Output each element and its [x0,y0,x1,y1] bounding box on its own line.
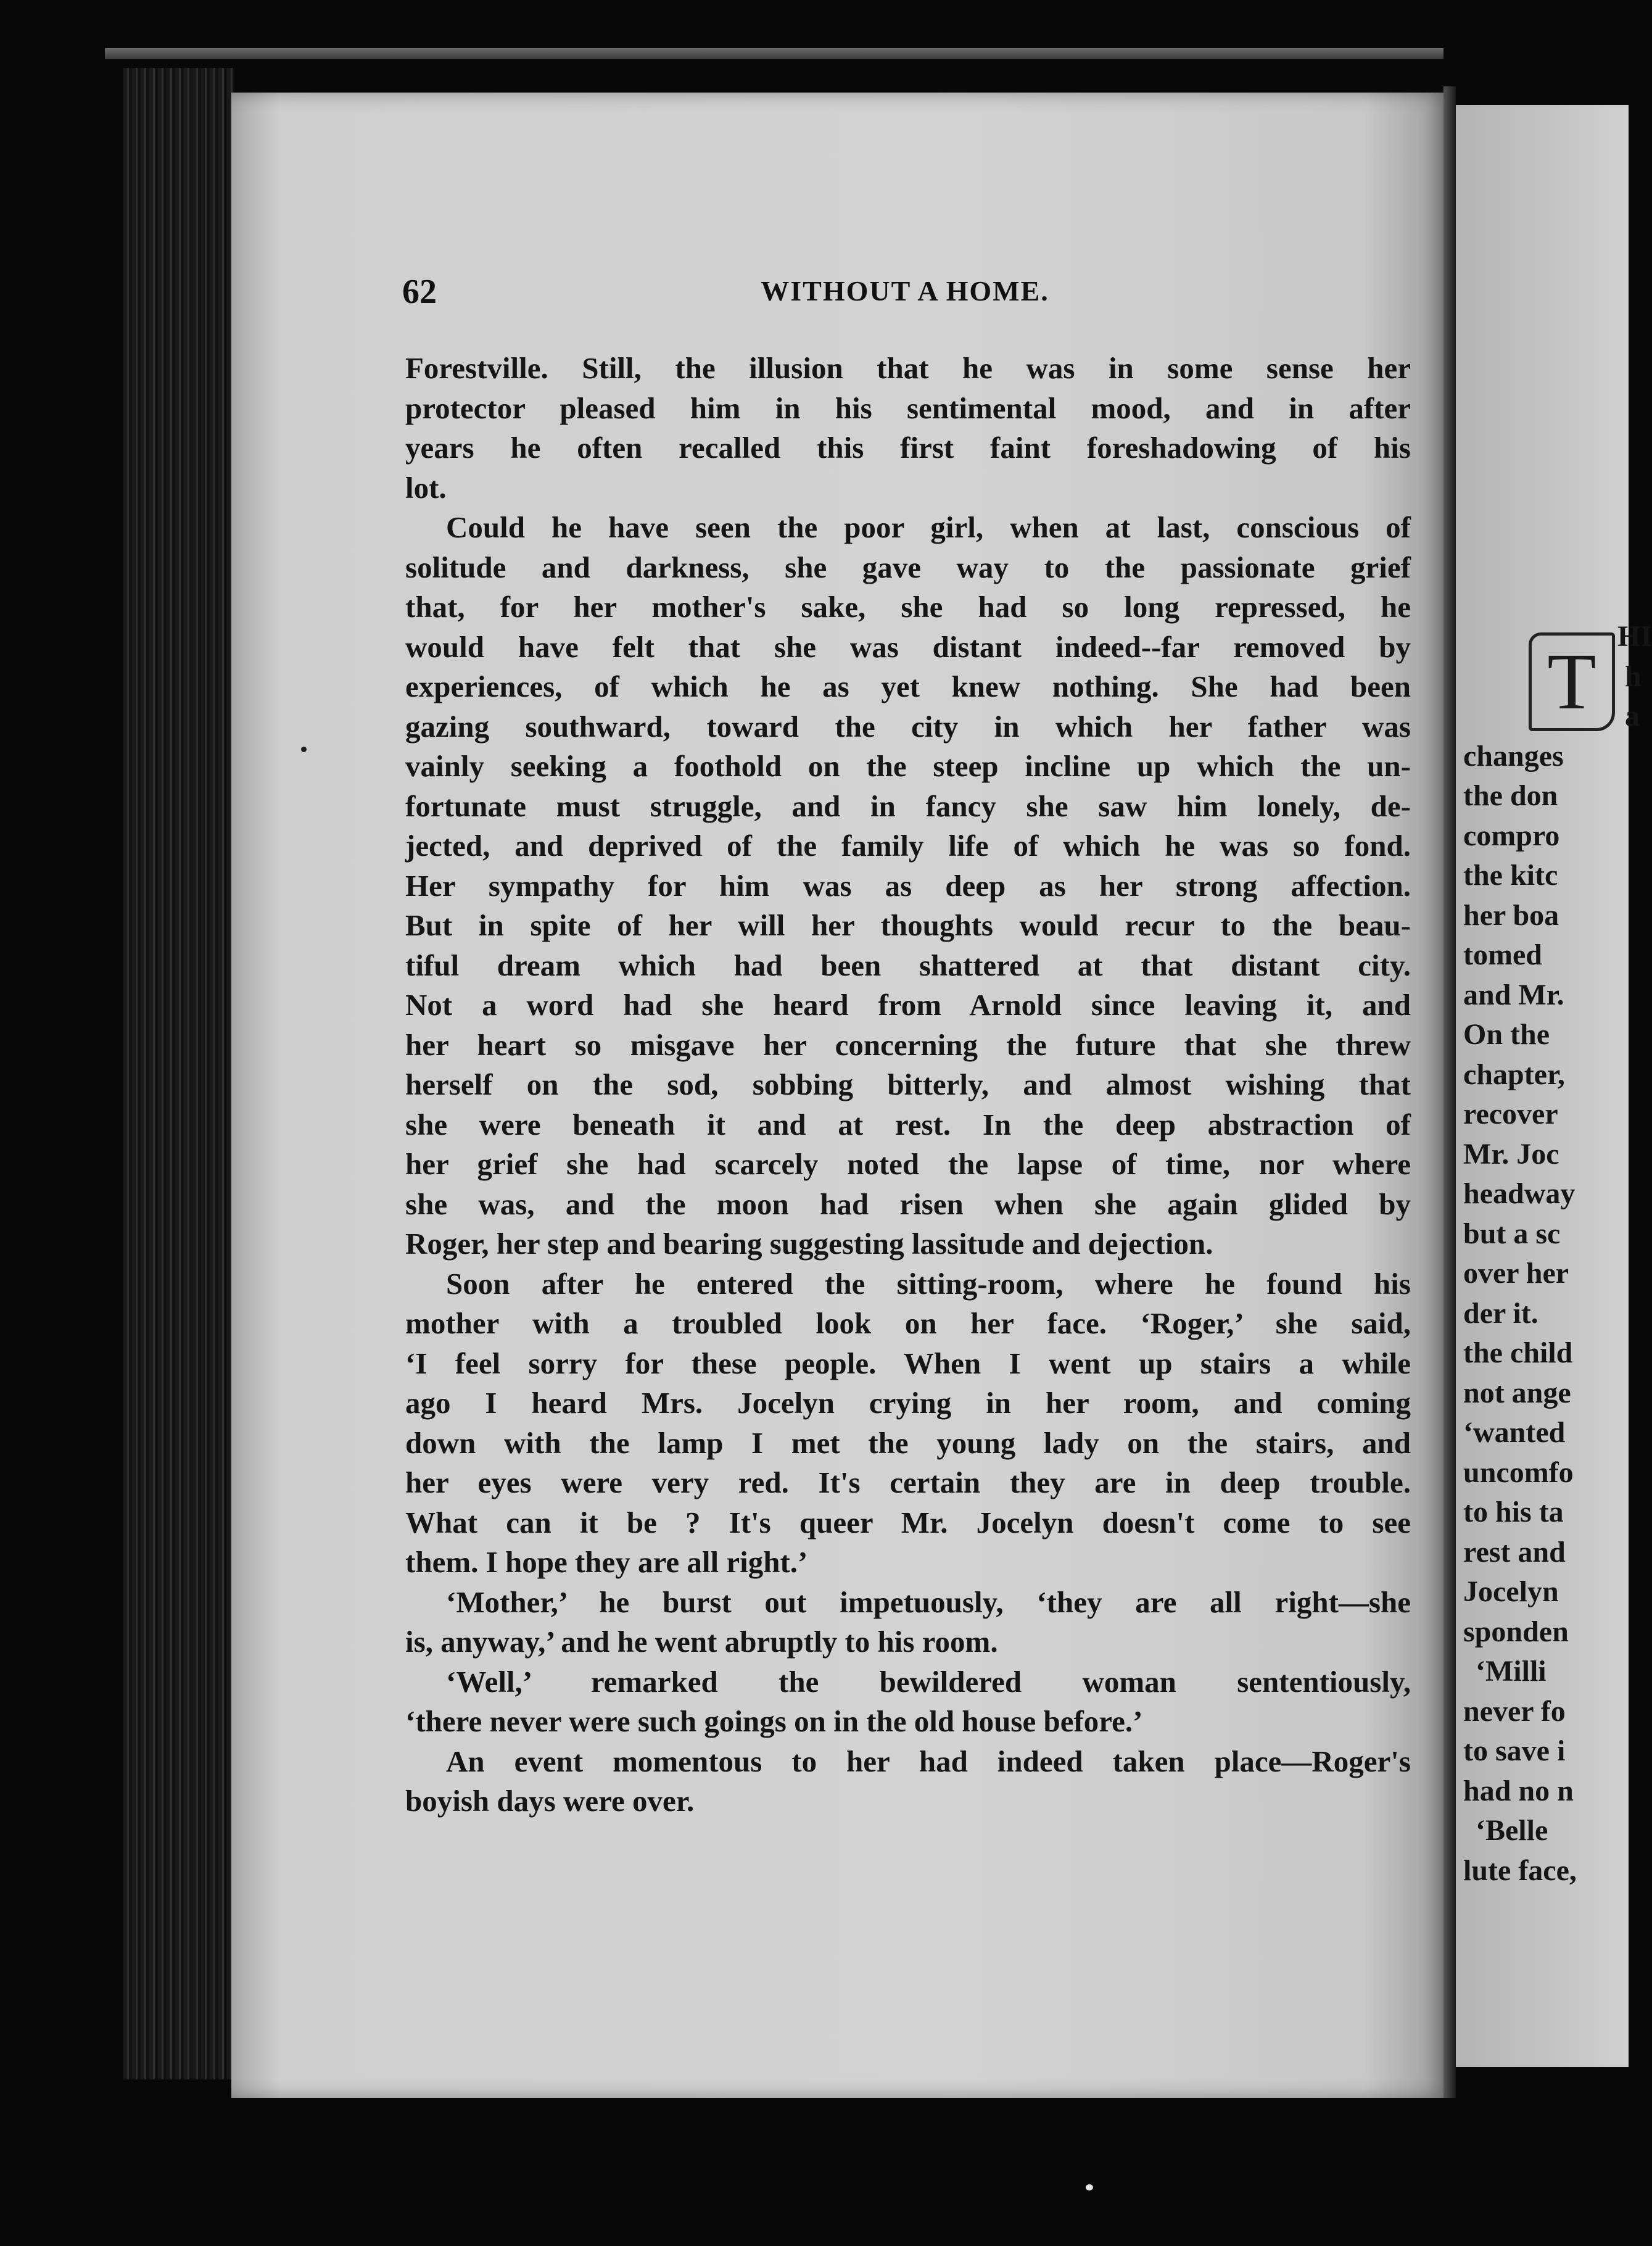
text-line: der it. [1463,1296,1538,1330]
text-line: solitude and darkness, she gave way to the passionate grief [405,550,1411,584]
text-line: ‘Milli [1476,1655,1547,1688]
text-line: Soon after he entered the sitting-room, where he found his [446,1266,1411,1301]
text-line: jected, and deprived of the family life of which he was so fond. [405,829,1411,863]
text-line: recover [1463,1098,1558,1130]
text-line: ‘there never were such goings on in the old house before.’ [405,1704,1143,1738]
text-line: ‘Belle [1476,1814,1548,1847]
book-gutter [1443,86,1456,2098]
text-line: uncomfo [1463,1456,1574,1489]
text-line: headway [1463,1177,1576,1210]
text-line: What can it be ? It's queer Mr. Jocelyn doesn't come to see [405,1505,1411,1539]
text-line: gazing southward, toward the city in which her father was [405,709,1411,744]
text-line: changes [1463,739,1564,773]
running-title: WITHOUT A HOME. [761,275,1049,307]
text-line: ‘Mother,’ he burst out impetuously, ‘they are all right—she [446,1585,1411,1619]
drop-cap-initial: T [1529,632,1615,731]
book-page-edges [123,68,234,2079]
text-line: would have felt that she was distant indeed--far removed by [405,629,1411,664]
text-line: fortunate must struggle, and in fancy she saw him lonely, de- [405,789,1411,823]
text-line: but a sc [1463,1217,1561,1250]
text-line: rest and [1463,1535,1566,1568]
text-line: ‘wanted [1463,1416,1566,1449]
text-line: to save i [1463,1734,1566,1767]
text-line: the child [1463,1336,1573,1369]
text-line: Mr. Joc [1463,1137,1559,1171]
text-line: years he often recalled this first faint foreshadowing of his [405,431,1411,465]
text-line: herself on the sod, sobbing bitterly, and almost wishing that [405,1067,1411,1101]
facing-page-text [1463,617,1652,1891]
text-line: over her [1463,1257,1569,1290]
text-line: down with the lamp I met the young lady on the stairs, and [405,1425,1411,1460]
text-line: Roger, her step and bearing suggesting lassitude and dejection. [405,1227,1213,1261]
text-line: a [1625,700,1640,732]
text-line: chapter, [1463,1058,1565,1091]
text-line: she was, and the moon had risen when she again glided by [405,1187,1411,1221]
text-line: the don [1463,779,1558,812]
text-line: her boa [1463,898,1559,932]
text-line: mother with a troubled look on her face. ‘Roger,’ she said, [405,1306,1411,1340]
paper-speck [301,747,307,752]
text-line: On the [1463,1018,1550,1051]
text-line: ‘Well,’ remarked the bewildered woman sententiously, [446,1664,1411,1699]
text-line: her eyes were very red. It's certain they are in deep trouble. [405,1465,1411,1499]
text-line: the kitc [1463,859,1558,892]
text-line: Forestville. Still, the illusion that he was in some sense her [405,351,1411,385]
text-line: An event momentous to her had indeed taken place—Roger's [446,1744,1411,1778]
text-line: them. I hope they are all right.’ [405,1545,808,1579]
text-line: never fo [1463,1694,1566,1728]
text-line: sponden [1463,1615,1569,1648]
text-line: protector pleased him in his sentimental mood, and in after [405,391,1411,425]
text-line: her heart so misgave her concerning the future that she threw [405,1027,1411,1062]
text-line: to his ta [1463,1496,1564,1528]
body-text [405,349,1411,1821]
text-line: her grief she had scarcely noted the lapse of time, nor where [405,1147,1411,1181]
text-line: Not a word had she heard from Arnold since leaving it, and [405,988,1411,1022]
text-line: vainly seeking a foothold on the steep incline up which the un- [405,749,1411,783]
text-line: Jocelyn [1463,1575,1559,1608]
text-line: is, anyway,’ and he went abruptly to his room. [405,1625,998,1659]
page-header [402,268,1408,318]
text-line: lute face, [1463,1854,1577,1887]
text-line: had no n [1463,1774,1574,1807]
text-line: not ange [1463,1376,1571,1409]
text-line: HI [1617,620,1652,653]
scan-border [105,48,1443,59]
text-line: she were beneath it and at rest. In the deep abstraction of [405,1107,1411,1142]
text-line: that, for her mother's sake, she had so long repressed, he [405,590,1411,624]
text-line: But in spite of her will her thoughts would recur to the beau- [405,908,1411,942]
text-line: ‘I feel sorry for these people. When I went up stairs a while [405,1346,1411,1380]
text-line: and Mr. [1463,978,1564,1011]
page-number: 62 [402,273,437,311]
text-line: Could he have seen the poor girl, when at last, conscious of [446,510,1411,544]
text-line: Her sympathy for him was as deep as her strong affection. [405,868,1411,903]
text-line: lot. [405,470,447,505]
text-line: experiences, of which he as yet knew nothing. She had been [405,669,1411,703]
text-line: boyish days were over. [405,1784,695,1818]
text-line: h [1625,660,1642,693]
paper-speck [1086,2184,1093,2190]
text-line: compro [1463,819,1560,852]
text-line: tiful dream which had been shattered at that distant city. [405,948,1411,982]
text-line: tomed [1463,939,1542,971]
text-line: ago I heard Mrs. Jocelyn crying in her room, and coming [405,1386,1411,1420]
